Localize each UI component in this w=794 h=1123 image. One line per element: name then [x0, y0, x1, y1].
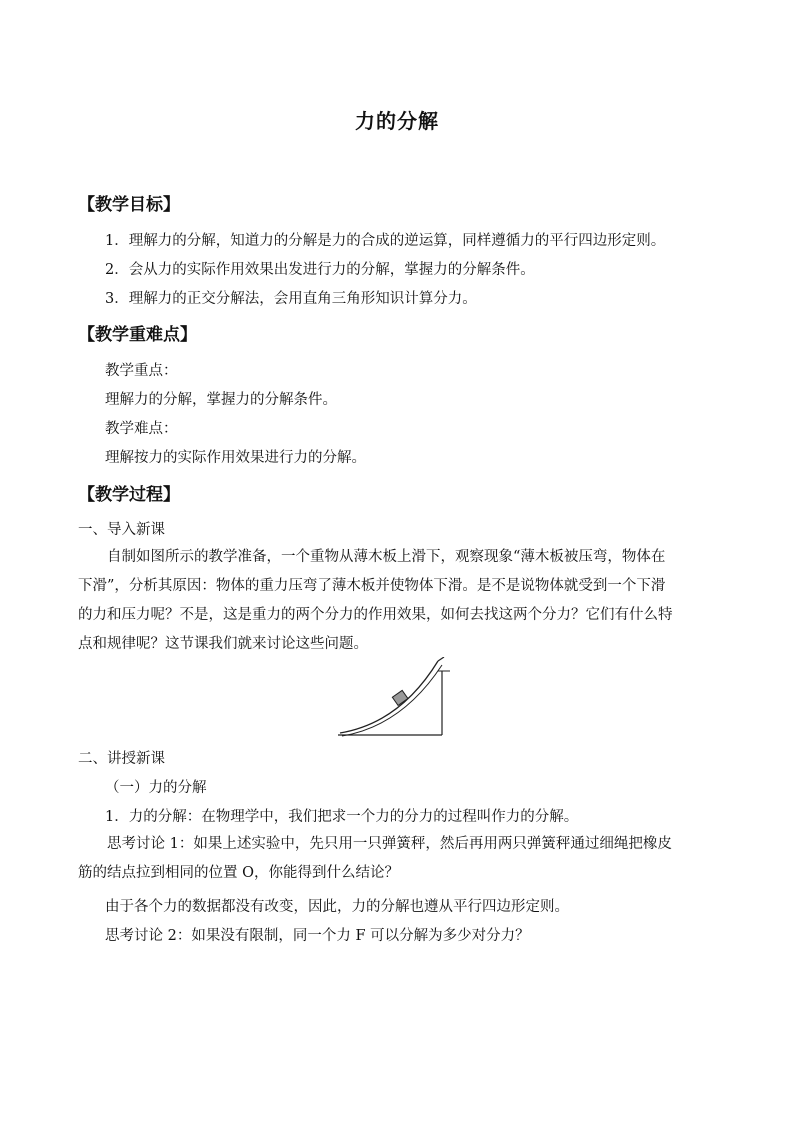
key-point-text: 理解力的分解，掌握力的分解条件。: [105, 392, 337, 408]
discussion-1: [78, 830, 728, 888]
discussion-1-line-2: 筋的结点拉到相同的位置 O，你能得到什么结论？: [78, 865, 399, 881]
intro-line-3: 的力和压力呢？不是，这是重力的两个分力的作用效果，如何去找这两个分力？它们有什么特: [78, 607, 673, 623]
page-title: 力的分解: [355, 109, 439, 133]
sliding-block: [392, 690, 408, 705]
goal-item-2: 2．会从力的实际作用效果出发进行力的分解，掌握力的分解条件。: [105, 262, 535, 278]
key-point-label: 教学重点：: [105, 363, 178, 379]
intro-line-2: 下滑”，分析其原因：物体的重力压弯了薄木板并使物体下滑。是不是说物体就受到一个下滑: [78, 578, 666, 594]
discussion-1-line-1: 思考讨论 1：如果上述实验中，先只用一只弹簧秤，然后再用两只弹簧秤通过细绳把橡皮: [107, 836, 672, 852]
intro-title: 一、导入新课: [78, 522, 165, 538]
intro-line-1: 自制如图所示的教学准备，一个重物从薄木板上滑下，观察现象“薄木板被压弯，物体在: [107, 549, 666, 565]
bent-board: [340, 661, 438, 733]
incline-frame: [338, 671, 450, 735]
goal-item-1: 1．理解力的分解，知道力的分解是力的合成的逆运算，同样遵循力的平行四边形定则。: [105, 233, 666, 249]
bent-board-diagram: [338, 657, 458, 739]
intro-line-4: 点和规律呢？这节课我们就来讨论这些问题。: [78, 636, 368, 652]
conclusion-text: 由于各个力的数据都没有改变，因此，力的分解也遵从平行四边形定则。: [105, 899, 569, 915]
goal-item-3: 3．理解力的正交分解法，会用直角三角形知识计算分力。: [105, 291, 477, 307]
key-points-heading: 【教学重难点】: [78, 325, 197, 345]
lecture-title: 二、讲授新课: [78, 751, 165, 767]
subsection-title: （一）力的分解: [105, 780, 207, 796]
definition-text: 1．力的分解：在物理学中，我们把求一个力的分力的过程叫作力的分解。: [105, 809, 579, 825]
discussion-2: 思考讨论 2：如果没有限制，同一个力 F 可以分解为多少对分力？: [105, 928, 530, 944]
difficult-point-text: 理解按力的实际作用效果进行力的分解。: [105, 450, 366, 466]
process-heading: 【教学过程】: [78, 485, 180, 505]
intro-paragraph: [78, 543, 728, 659]
goals-heading: 【教学目标】: [78, 195, 180, 215]
difficult-point-label: 教学难点：: [105, 421, 178, 437]
